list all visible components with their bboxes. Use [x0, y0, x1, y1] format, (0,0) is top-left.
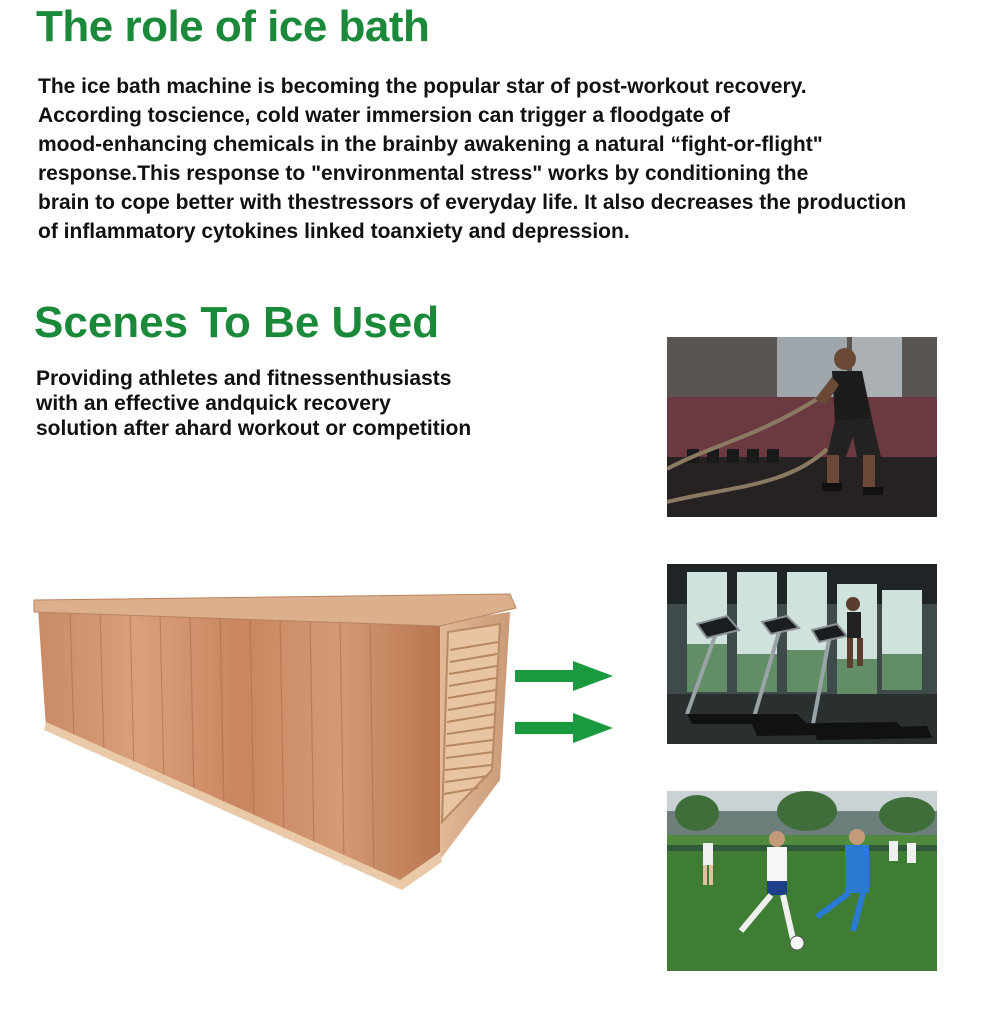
intro-line: The ice bath machine is becoming the popular star of post-workout recovery. [38, 75, 807, 98]
arrow-right-icon [515, 661, 613, 691]
ice-bath-tub-image [30, 590, 520, 890]
intro-line: mood-enhancing chemicals in the brainby awakening a natural “fight-or-flight" [38, 133, 823, 156]
scenes-line: solution after ahard workout or competition [36, 417, 472, 440]
scenes-line: with an effective andquick recovery [36, 392, 391, 415]
scenes-title: Scenes To Be Used [34, 298, 440, 347]
scenes-description [36, 366, 576, 441]
ice-bath-tub-illustration [30, 590, 520, 890]
scenes-line: Providing athletes and fitnessenthusiasts [36, 367, 452, 390]
treadmill-photo [667, 564, 937, 744]
intro-line: According toscience, cold water immersion can trigger a floodgate of [38, 104, 730, 127]
arrow-right-icon [515, 713, 613, 743]
page-title: The role of ice bath [36, 2, 430, 51]
intro-line: of inflammatory cytokines linked toanxiety and depression. [38, 220, 630, 243]
intro-line: response.This response to "environmental stress" works by conditioning the [38, 162, 809, 185]
soccer-photo [667, 791, 937, 971]
battle-ropes-photo [667, 337, 937, 517]
intro-paragraph [38, 72, 983, 246]
intro-line: brain to cope better with thestressors of everyday life. It also decreases the production [38, 191, 907, 214]
